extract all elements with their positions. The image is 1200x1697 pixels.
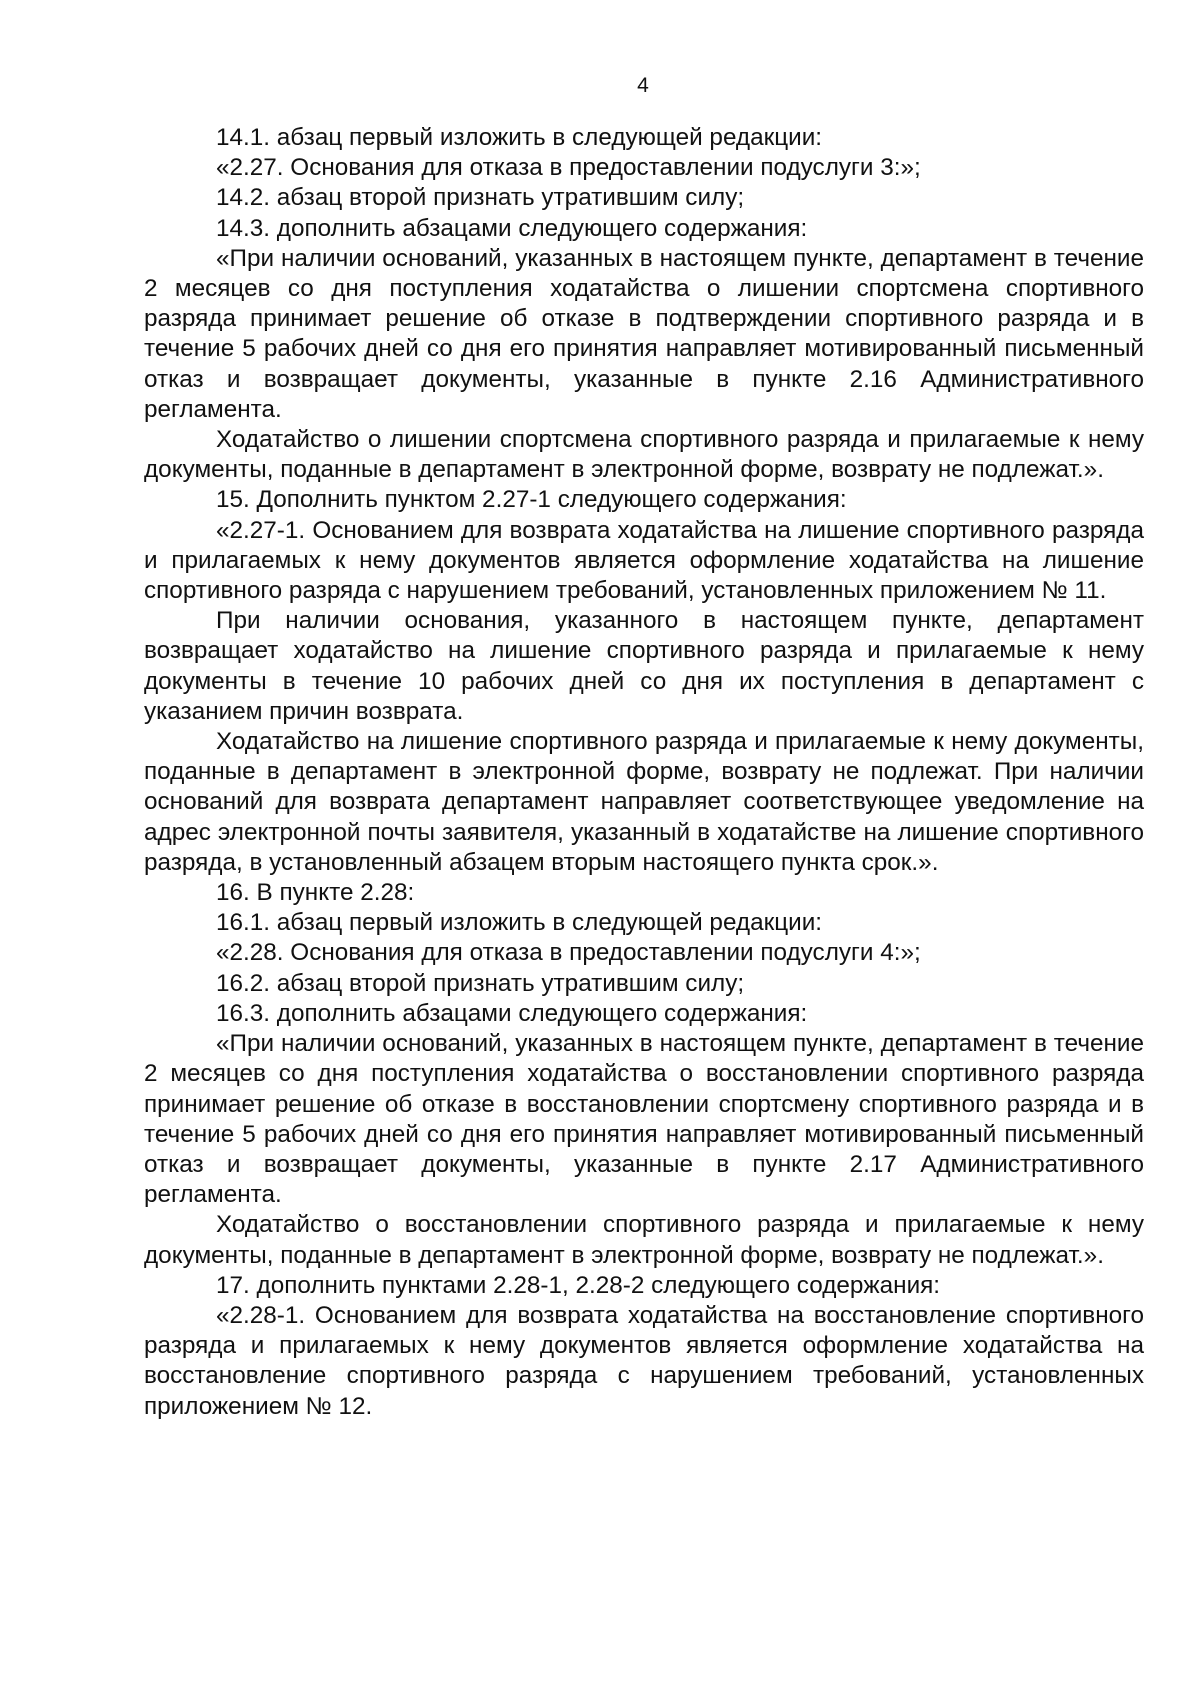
paragraph-return-deprivation: При наличии основания, указанного в настоящем пункте, департамент возвращает ходатайство на лишение спортивного разряда и прилагаемые к нему документы в течение 10 рабочих дней со дня их поступления в департамент с указанием причин возврата. xyxy=(144,607,1144,725)
paragraph-no-return-restoration: Ходатайство о восстановлении спортивного разряда и прилагаемые к нему документы, поданные в департамент в электронной форме, возврату не подлежат.». xyxy=(144,1211,1144,1269)
paragraph-no-return-deprivation: Ходатайство о лишении спортсмена спортивного разряда и прилагаемые к нему документы, поданные в департамент в электронной форме, возврату не подлежат.». xyxy=(144,426,1144,484)
paragraph-quote-2-27: «2.27. Основания для отказа в предоставлении подуслуги 3:»; xyxy=(216,154,921,182)
paragraph-14-1: 14.1. абзац первый изложить в следующей редакции: xyxy=(216,124,823,151)
paragraph-16-1: 16.1. абзац первый изложить в следующей редакции: xyxy=(216,909,823,937)
paragraph-15: 15. Дополнить пунктом 2.27-1 следующего содержания: xyxy=(216,486,847,514)
paragraph-refusal-deprivation: «При наличии оснований, указанных в настоящем пункте, департамент в течение 2 месяцев со дня поступления ходатайства о лишении спортсмена спортивного разряда принимает решение об отказе в подтверждении спортивного разряда и в течение 5 рабочих дней со дня его принятия направляет мотивированный письменный отказ и возвращает документы, указанные в пункте 2.16 Административного регламента. xyxy=(144,244,1144,423)
paragraph-16-3: 16.3. дополнить абзацами следующего содержания: xyxy=(216,999,808,1027)
paragraph-refusal-restoration: «При наличии оснований, указанных в настоящем пункте, департамент в течение 2 месяцев со дня поступления ходатайства о восстановлении спортивного разряда принимает решение об отказе в восстановлении спортсмену спортивного разряда и в течение 5 рабочих дней со дня его принятия направляет мотивированный письменный отказ и возвращает документы, указанные в пункте 2.17 Административного регламента. xyxy=(144,1030,1144,1209)
paragraph-2-27-1: «2.27-1. Основанием для возврата ходатайства на лишение спортивного разряда и прилагаемых к нему документов является оформление ходатайства на лишение спортивного разряда с нарушением требований, установленных приложением № 11. xyxy=(144,516,1144,605)
paragraph-quote-2-28: «2.28. Основания для отказа в предоставлении подуслуги 4:»; xyxy=(216,939,921,967)
paragraph-14-3: 14.3. дополнить абзацами следующего содержания: xyxy=(216,214,808,242)
paragraph-electronic-deprivation: Ходатайство на лишение спортивного разряда и прилагаемые к нему документы, поданные в департамент в электронной форме, возврату не подлежат. При наличии оснований для возврата департамент направляет соответствующее уведомление на адрес электронной почты заявителя, указанный в ходатайстве на лишение спортивного разряда, в установленный абзацем вторым настоящего пункта срок.». xyxy=(144,728,1144,876)
paragraph-14-2: 14.2. абзац второй признать утратившим силу; xyxy=(216,184,745,212)
paragraph-2-28-1: «2.28-1. Основанием для возврата ходатайства на восстановление спортивного разряда и прилагаемых к нему документов является оформление ходатайства на восстановление спортивного разряда с нарушением требований, установленных приложением № 12. xyxy=(144,1301,1144,1420)
page-number: 4 xyxy=(637,74,649,97)
paragraph-16-2: 16.2. абзац второй признать утратившим силу; xyxy=(216,969,745,997)
paragraph-17: 17. дополнить пунктами 2.28-1, 2.28-2 следующего содержания: xyxy=(216,1271,941,1299)
paragraph-16: 16. В пункте 2.28: xyxy=(216,879,415,907)
document-body xyxy=(144,123,1144,1422)
